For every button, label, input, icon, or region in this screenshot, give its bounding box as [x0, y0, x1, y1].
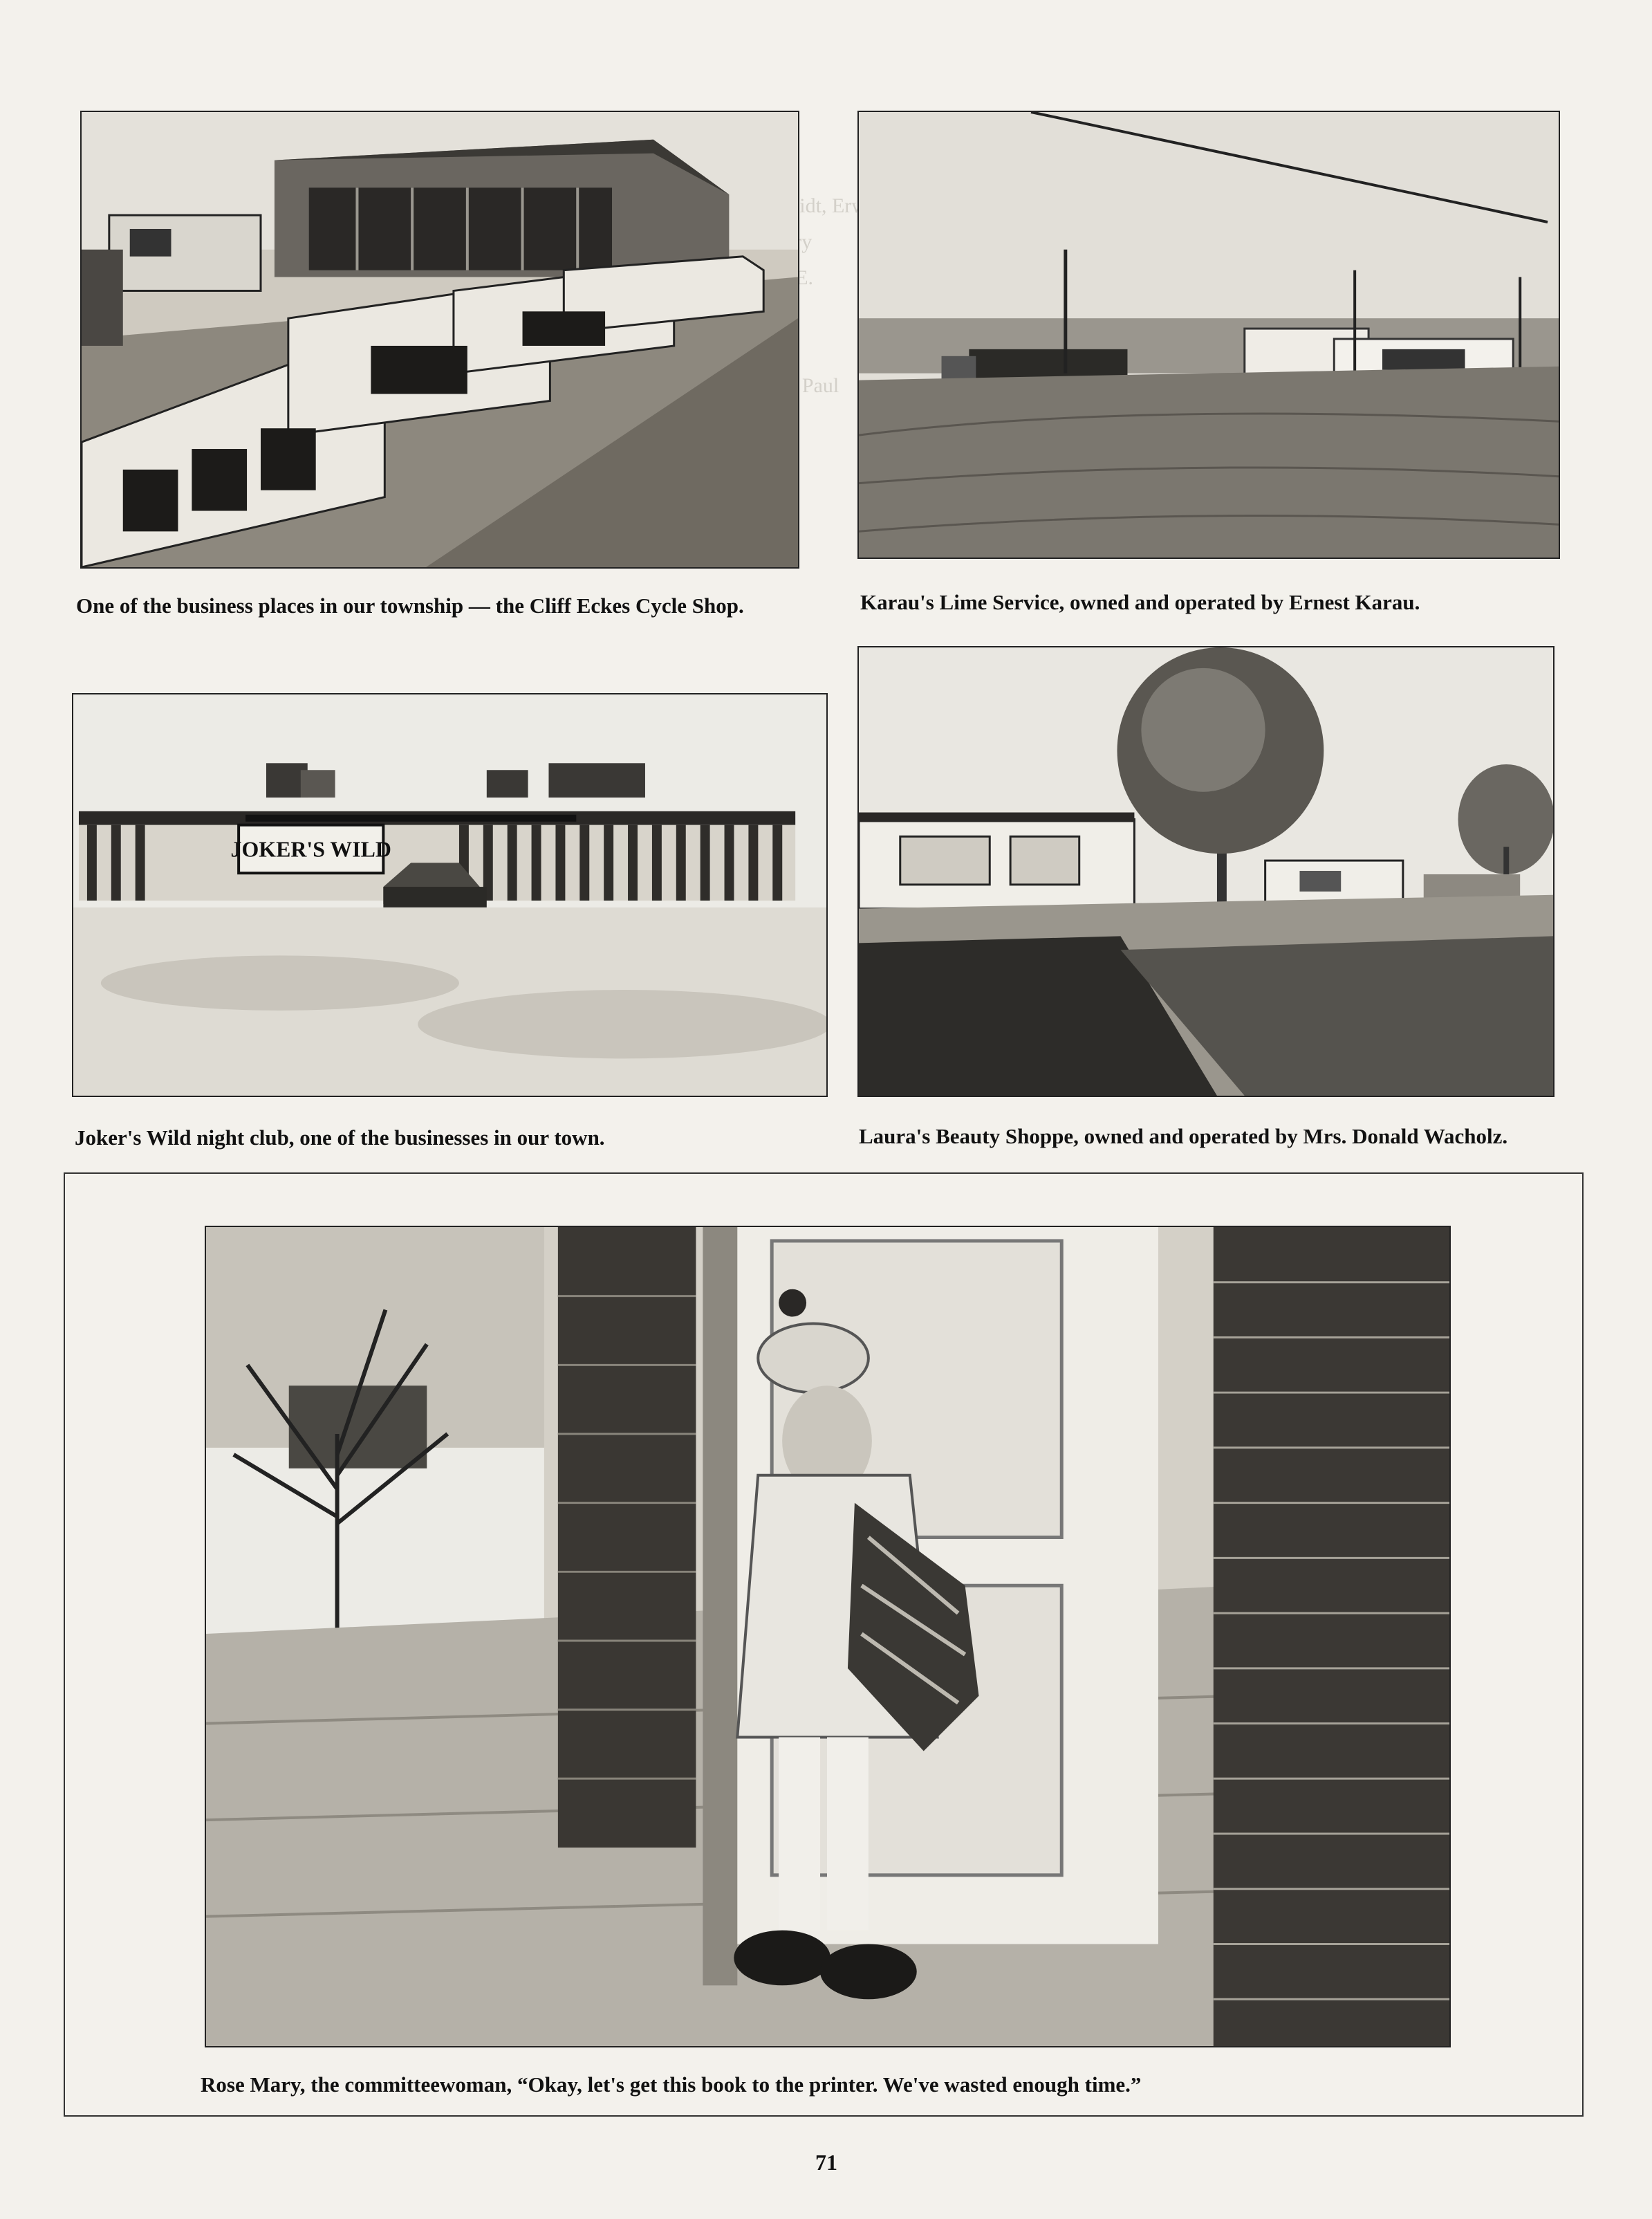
jokers-wild-caption: Joker's Wild night club, one of the businesses in our town.: [75, 1125, 605, 1150]
lauras-beauty-caption: Laura's Beauty Shoppe, owned and operated by Mrs. Donald Wacholz.: [859, 1124, 1508, 1148]
bleed-through-text: Erwin E. Paul: [795, 194, 883, 397]
cliff-eckes-cycle-shop-photo: [80, 111, 799, 569]
jokers-wild-image: [73, 694, 826, 1096]
karaus-lime-caption: Karau's Lime Service, owned and operated by Ernest Karau.: [860, 590, 1420, 614]
karaus-lime-service-photo: [857, 111, 1560, 559]
jokers-wild-sign-text: JOKER'S WILD: [230, 837, 391, 862]
jokers-wild-night-club-photo: [72, 693, 828, 1097]
rose-mary-caption: Rose Mary, the committeewoman, “Okay, let's get this book to the printer. We've wasted enough time.”: [201, 2072, 1142, 2097]
lime-service-image: [859, 112, 1559, 558]
beauty-shoppe-image: [859, 647, 1553, 1096]
page-number: 71: [815, 2150, 837, 2175]
cycle-shop-image: [82, 112, 798, 567]
cliff-eckes-caption: One of the business places in our township — the Cliff Eckes Cycle Shop.: [76, 593, 744, 618]
rose-mary-image: [206, 1227, 1449, 2046]
lauras-beauty-shoppe-photo: [857, 646, 1554, 1097]
rose-mary-photo: [205, 1226, 1451, 2047]
